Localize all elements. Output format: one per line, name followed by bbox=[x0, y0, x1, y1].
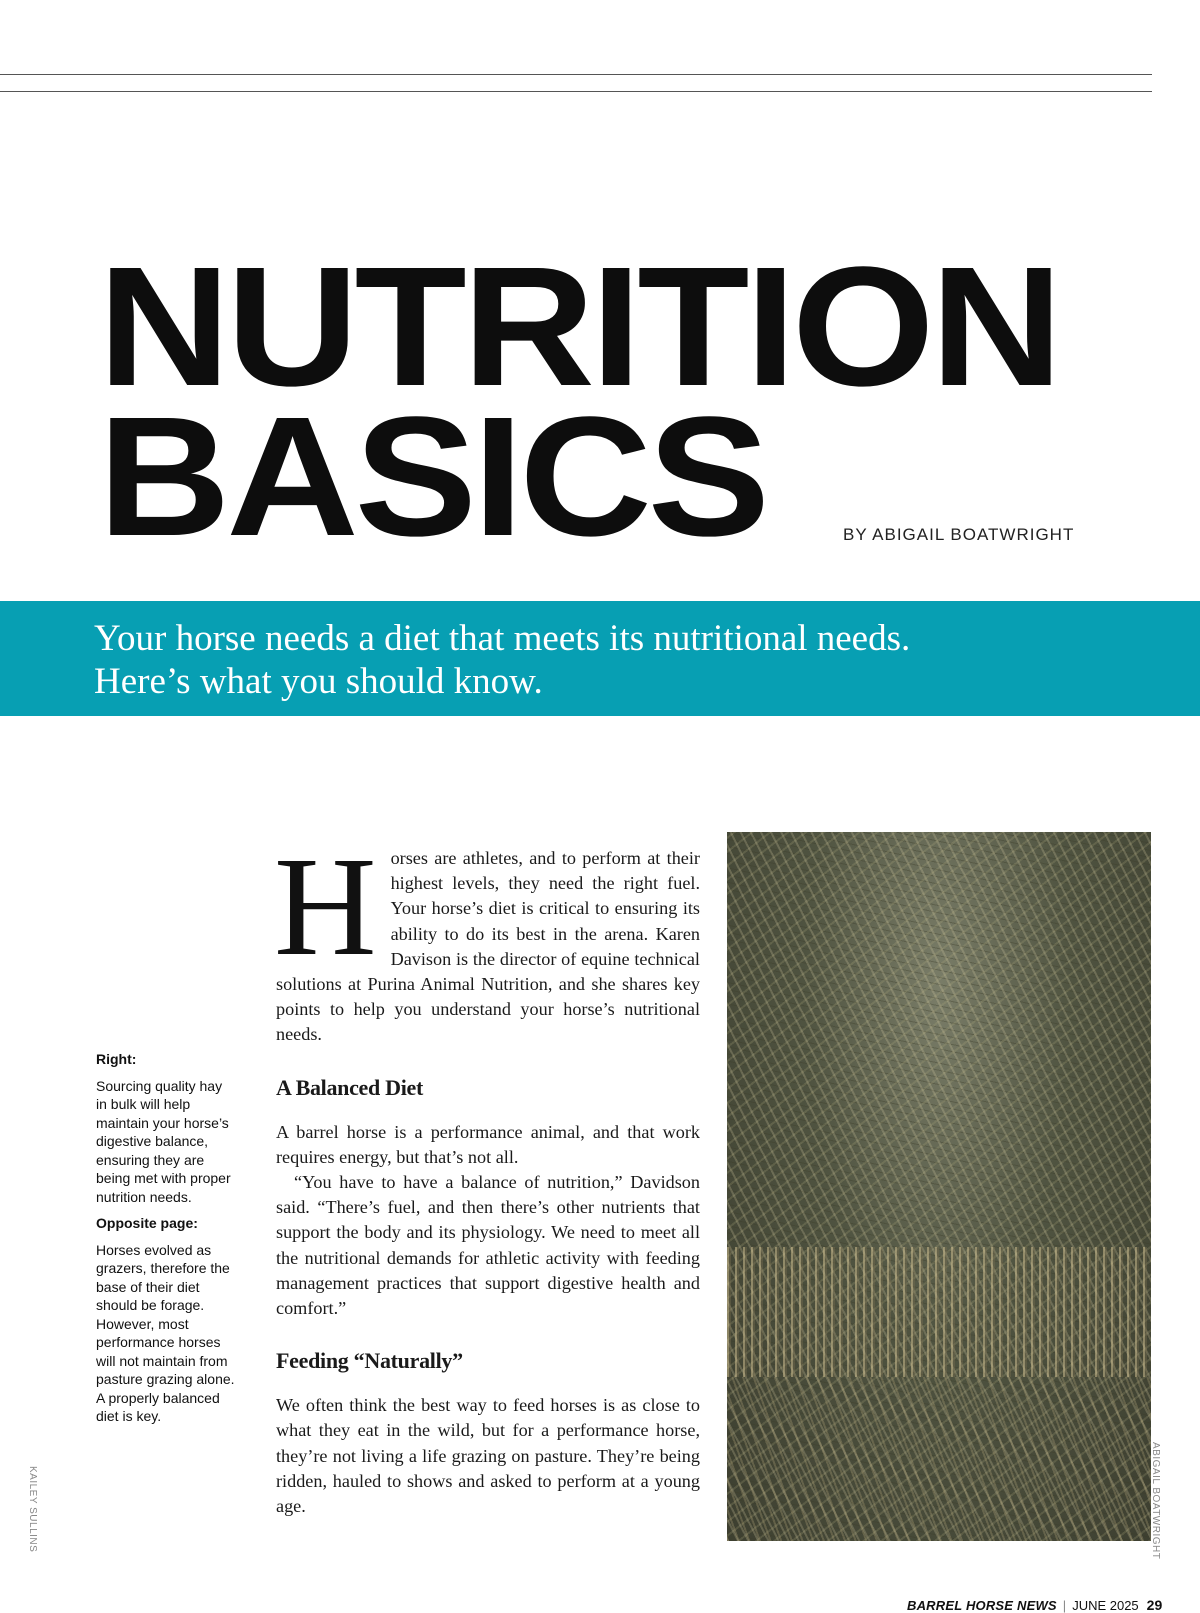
deck-line-1: Your horse needs a diet that meets its nutritional needs. bbox=[94, 618, 911, 659]
photo-credit-left: KAILEY SULLINS bbox=[27, 1466, 38, 1553]
page-number: 29 bbox=[1146, 1597, 1163, 1613]
article-paragraph: A barrel horse is a performance animal, and that work requires energy, but that’s not all. bbox=[276, 1121, 700, 1167]
photo-caption bbox=[96, 1050, 236, 1434]
intro-text: orses are athletes, and to perform at their highest levels, they need the right fuel. Your horse’s diet is critical to ensuring its ability to do its best in the arena. Karen Davison is the director of equine technical solutions at Purina Animal Nutrition, and she shares key points to help you understand your horse’s nutritional needs. bbox=[276, 848, 700, 1045]
article-paragraph: “You have to have a balance of nutrition,” Davidson said. “There’s fuel, and then there’s other nutrients that support the body and its physiology. We need to meet all the nutritional demands for athletic activity with feeding management practices that support digestive health and comfort.” bbox=[276, 1172, 700, 1319]
caption-right-label: Right: bbox=[96, 1051, 137, 1067]
section-heading-balanced-diet: A Balanced Diet bbox=[276, 1074, 424, 1100]
hay-ground bbox=[727, 1377, 1151, 1541]
article-body bbox=[274, 827, 700, 1519]
article-paragraph: We often think the best way to feed horses is as close to what they eat in the wild, but for a performance horse, they’re not living a life grazing on pasture. They’re being ridden, hauled to shows and asked to perform at a young age. bbox=[276, 1395, 700, 1517]
hay-photo bbox=[727, 832, 1151, 1541]
hay-bale-edge bbox=[727, 1247, 1151, 1377]
byline: BY ABIGAIL BOATWRIGHT bbox=[843, 525, 1075, 544]
deck-text bbox=[94, 617, 1094, 703]
caption-opposite-text: Horses evolved as grazers, therefore the base of their diet should be forage. However, most performance horses will not maintain from pasture grazing alone. A properly balanced diet is key. bbox=[96, 1241, 235, 1424]
headline-line-2: BASICS bbox=[98, 382, 766, 572]
headline-line-1: NUTRITION bbox=[98, 232, 1059, 422]
page-footer bbox=[907, 1597, 1162, 1613]
caption-right-text: Sourcing quality hay in bulk will help maintain your horse’s digestive balance, ensuring they are being met with proper nutrition needs. bbox=[96, 1077, 231, 1205]
article-headline bbox=[98, 232, 1059, 572]
article-intro bbox=[274, 827, 700, 1048]
footer-separator: | bbox=[1062, 1598, 1067, 1613]
issue-date: JUNE 2025 bbox=[1072, 1598, 1139, 1613]
caption-opposite-label: Opposite page: bbox=[96, 1215, 198, 1231]
section-heading-feeding-naturally: Feeding “Naturally” bbox=[276, 1348, 463, 1374]
top-rule-secondary bbox=[0, 91, 1152, 92]
deck-line-2: Here’s what you should know. bbox=[94, 661, 543, 702]
publication-name: BARREL HORSE NEWS bbox=[907, 1598, 1057, 1613]
drop-cap: H bbox=[274, 827, 377, 985]
photo-credit-right: ABIGAIL BOATWRIGHT bbox=[1150, 1442, 1161, 1560]
top-rule bbox=[0, 74, 1152, 75]
